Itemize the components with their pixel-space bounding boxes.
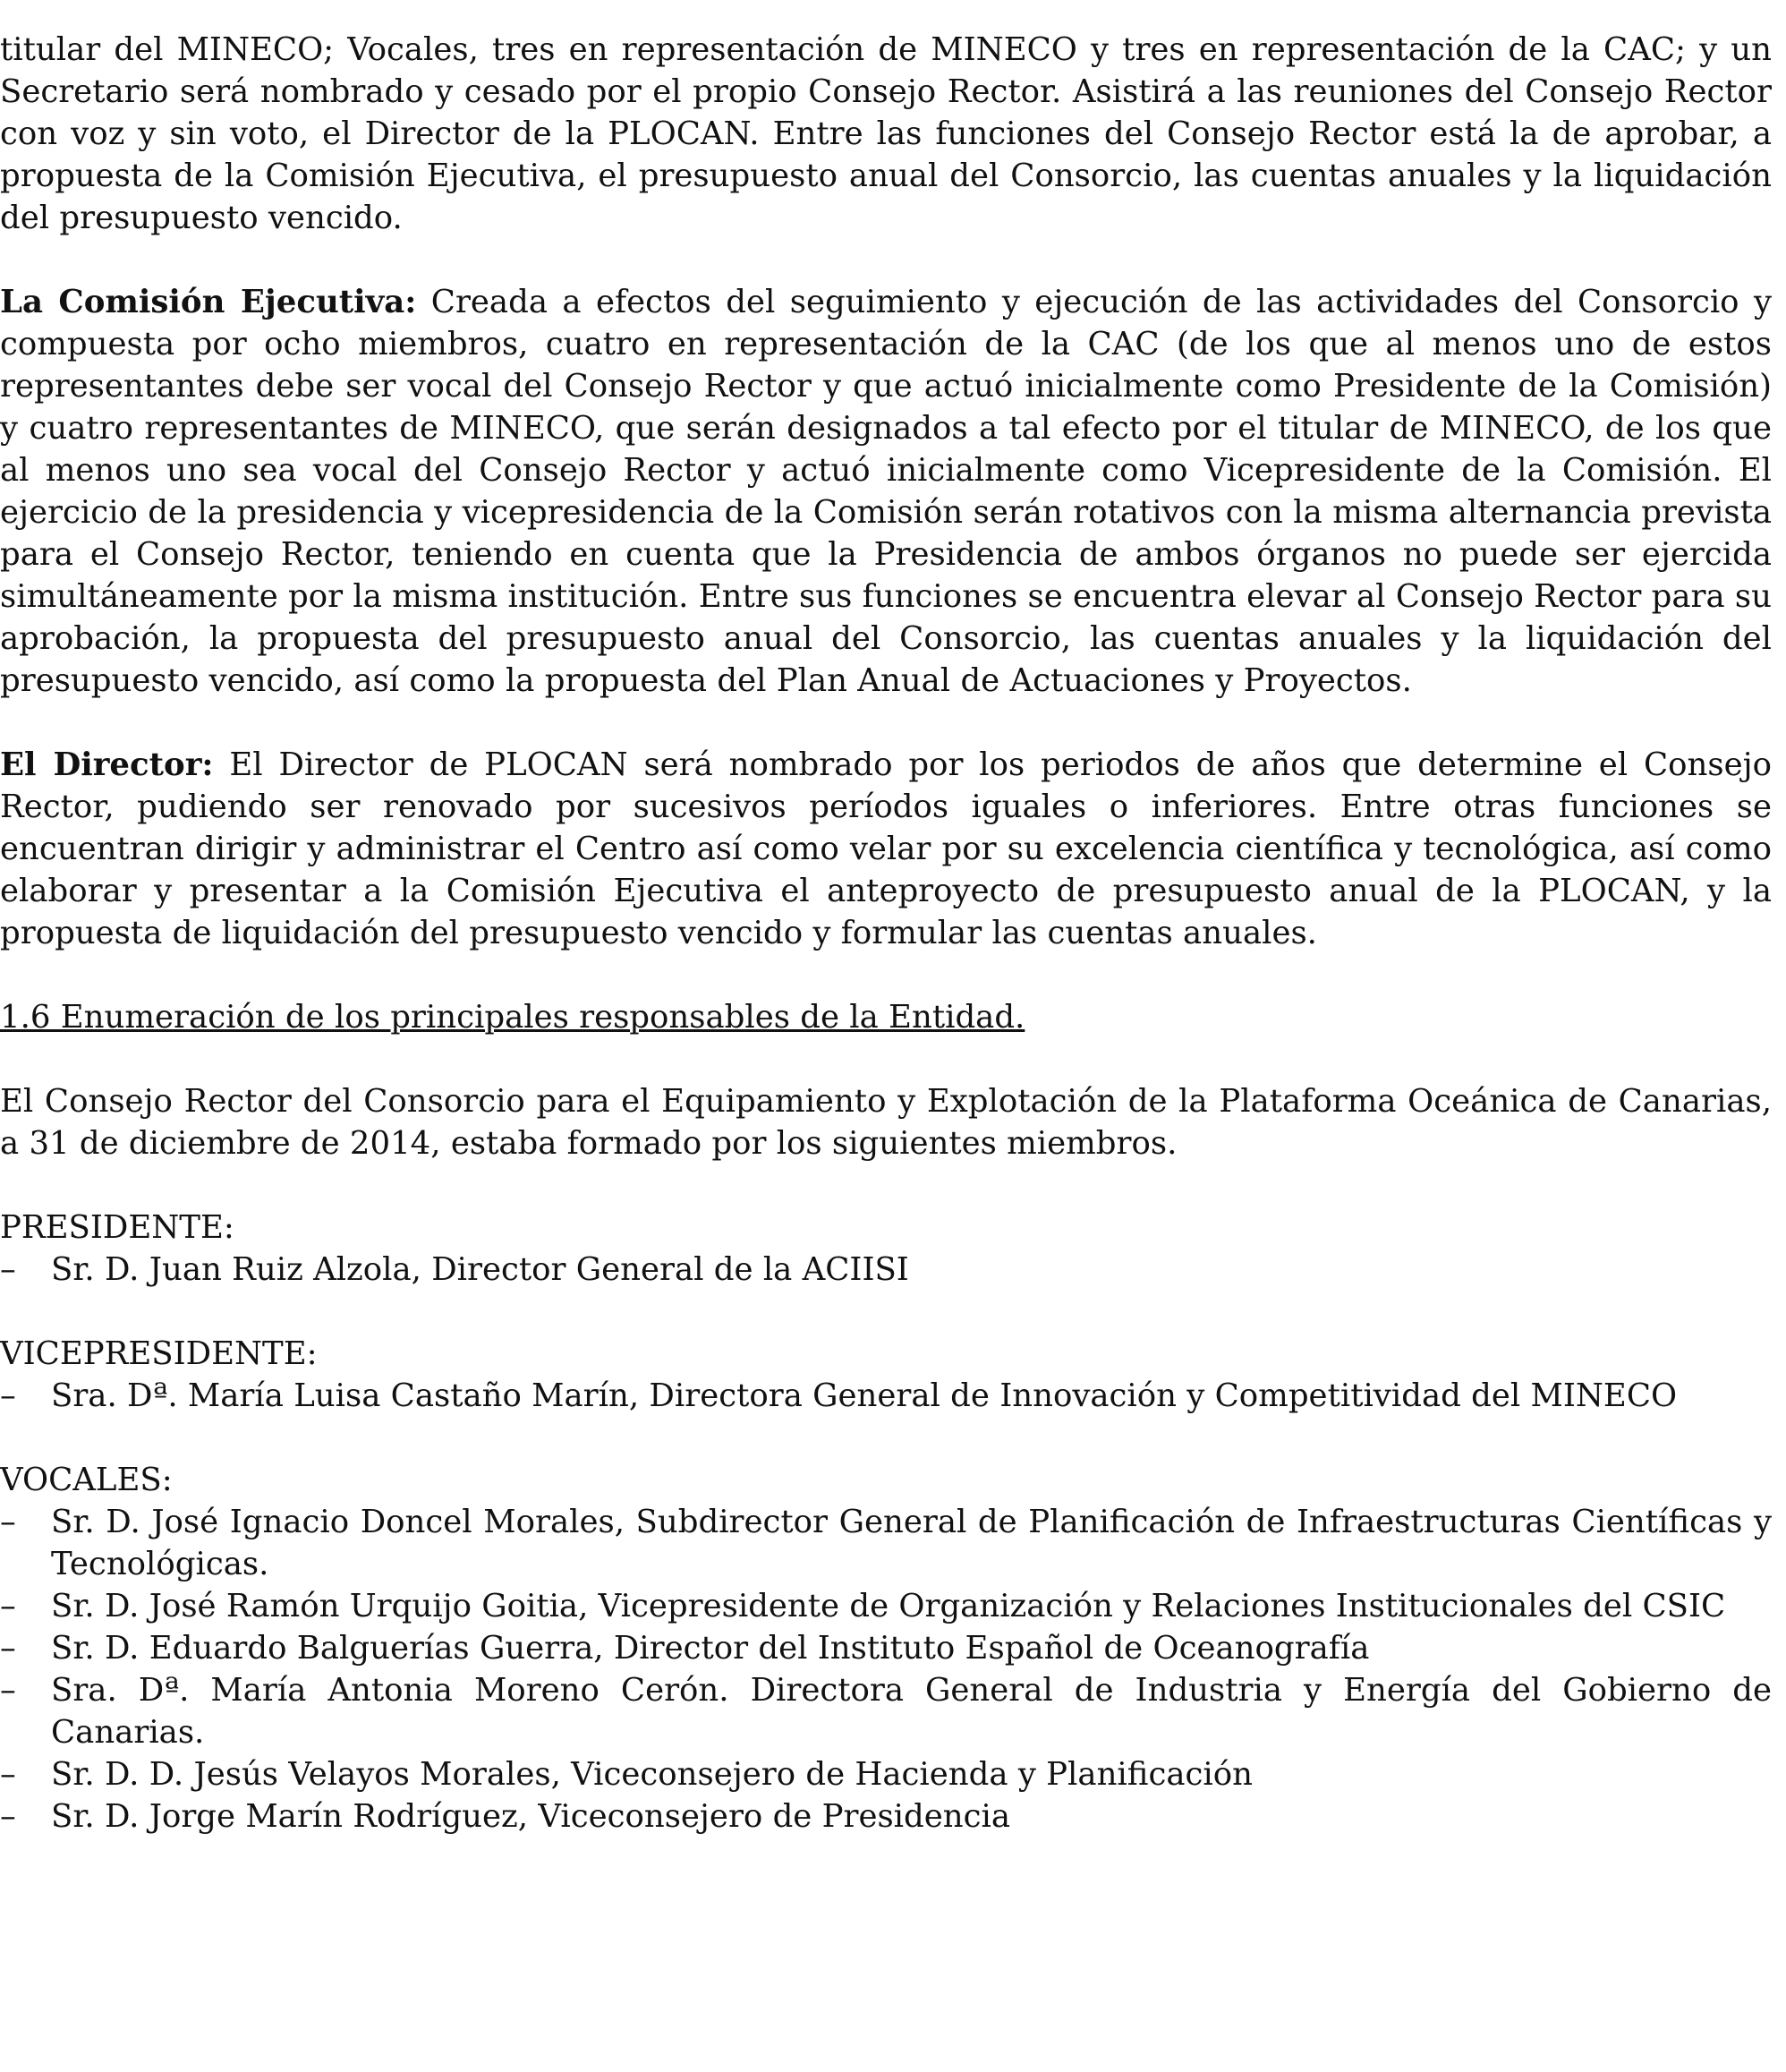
dash-bullet: – xyxy=(0,1630,16,1667)
consejo-intro-paragraph: El Consejo Rector del Consorcio para el Equipamiento y Explotación de la Plataforma Oceánica de Canarias, a 31 de diciembre de 2014, estaba formado por los siguientes miembros. xyxy=(0,1083,1772,1162)
list-item xyxy=(0,1375,1772,1417)
dash-bullet: – xyxy=(0,1672,16,1709)
director-title: El Director: xyxy=(0,746,214,783)
director-paragraph xyxy=(0,744,1772,954)
spacer xyxy=(0,702,1772,744)
spacer xyxy=(0,239,1772,281)
member-text: Sr. D. Juan Ruiz Alzola, Director General de la ACIISI xyxy=(51,1251,909,1288)
dash-bullet: – xyxy=(0,1251,16,1288)
list-item xyxy=(0,1795,1772,1838)
comision-ejecutiva-title: La Comisión Ejecutiva: xyxy=(0,284,417,320)
list-item xyxy=(0,1753,1772,1795)
intro-paragraph: titular del MINECO; Vocales, tres en representación de MINECO y tres en representación de la CAC; y un Secretario será nombrado y cesado por el propio Consejo Rector. Asistirá a las reuniones del Consejo Rector con voz y sin voto, el Director de la PLOCAN. Entre las funciones del Consejo Rector está la de aprobar, a propuesta de la Comisión Ejecutiva, el presupuesto anual del Consorcio, las cuentas anuales y la liquidación del presupuesto vencido. xyxy=(0,31,1772,236)
comision-ejecutiva-paragraph xyxy=(0,281,1772,702)
member-text: Sra. Dª. María Luisa Castaño Marín, Directora General de Innovación y Competitividad del MINECO xyxy=(51,1377,1678,1414)
dash-bullet: – xyxy=(0,1504,16,1540)
member-text: Sra. Dª. María Antonia Moreno Cerón. Directora General de Industria y Energía del Gobierno de Canarias. xyxy=(51,1672,1772,1751)
presidente-label: PRESIDENTE: xyxy=(0,1209,234,1246)
vicepresidente-list xyxy=(0,1375,1772,1417)
dash-bullet: – xyxy=(0,1756,16,1793)
section-heading: 1.6 Enumeración de los principales responsables de la Entidad. xyxy=(0,999,1025,1036)
vocales-list xyxy=(0,1501,1772,1838)
member-text: Sr. D. Jorge Marín Rodríguez, Viceconsejero de Presidencia xyxy=(51,1798,1011,1835)
member-text: Sr. D. Eduardo Balguerías Guerra, Director del Instituto Español de Oceanografía xyxy=(51,1630,1370,1667)
spacer xyxy=(0,1164,1772,1207)
vicepresidente-label: VICEPRESIDENTE: xyxy=(0,1335,318,1372)
spacer xyxy=(0,954,1772,996)
presidente-list xyxy=(0,1249,1772,1291)
spacer xyxy=(0,1417,1772,1459)
member-text: Sr. D. D. Jesús Velayos Morales, Viceconsejero de Hacienda y Planificación xyxy=(51,1756,1253,1793)
dash-bullet: – xyxy=(0,1377,16,1414)
list-item xyxy=(0,1627,1772,1669)
list-item xyxy=(0,1501,1772,1585)
list-item xyxy=(0,1669,1772,1753)
director-body: El Director de PLOCAN será nombrado por los periodos de años que determine el Consejo Rector, pudiendo ser renovado por sucesivos períodos iguales o inferiores. Entre otras funciones se encuentran dirigir y administrar el Centro así como velar por su excelencia científica y tecnológica, así como elaborar y presentar a la Comisión Ejecutiva el anteproyecto de presupuesto anual de la PLOCAN, y la propuesta de liquidación del presupuesto vencido y formular las cuentas anuales. xyxy=(0,746,1773,951)
member-text: Sr. D. José Ignacio Doncel Morales, Subdirector General de Planificación de Infraestructuras Científicas y Tecnológicas. xyxy=(51,1504,1772,1582)
comision-ejecutiva-body: Creada a efectos del seguimiento y ejecución de las actividades del Consorcio y compuesta por ocho miembros, cuatro en representación de la CAC (de los que al menos uno de estos representantes debe ser vocal del Consejo Rector y que actuó inicialmente como Presidente de la Comisión) y cuatro representantes de MINECO, que serán designados a tal efecto por el titular de MINECO, de los que al menos uno sea vocal del Consejo Rector y actuó inicialmente como Vicepresidente de la Comisión. El ejercicio de la presidencia y vicepresidencia de la Comisión serán rotativos con la misma alternancia prevista para el Consejo Rector, teniendo en cuenta que la Presidencia de ambos órganos no puede ser ejercida simultáneamente por la misma institución. Entre sus funciones se encuentra elevar al Consejo Rector para su aprobación, la propuesta del presupuesto anual del Consorcio, las cuentas anuales y la liquidación del presupuesto vencido, así como la propuesta del Plan Anual de Actuaciones y Proyectos. xyxy=(0,284,1773,699)
list-item xyxy=(0,1585,1772,1627)
spacer xyxy=(0,1291,1772,1333)
document-page xyxy=(0,29,1772,1838)
vocales-label: VOCALES: xyxy=(0,1462,173,1498)
dash-bullet: – xyxy=(0,1798,16,1835)
dash-bullet: – xyxy=(0,1588,16,1624)
member-text: Sr. D. José Ramón Urquijo Goitia, Vicepresidente de Organización y Relaciones Institucionales del CSIC xyxy=(51,1588,1726,1624)
list-item xyxy=(0,1249,1772,1291)
spacer xyxy=(0,1038,1772,1080)
